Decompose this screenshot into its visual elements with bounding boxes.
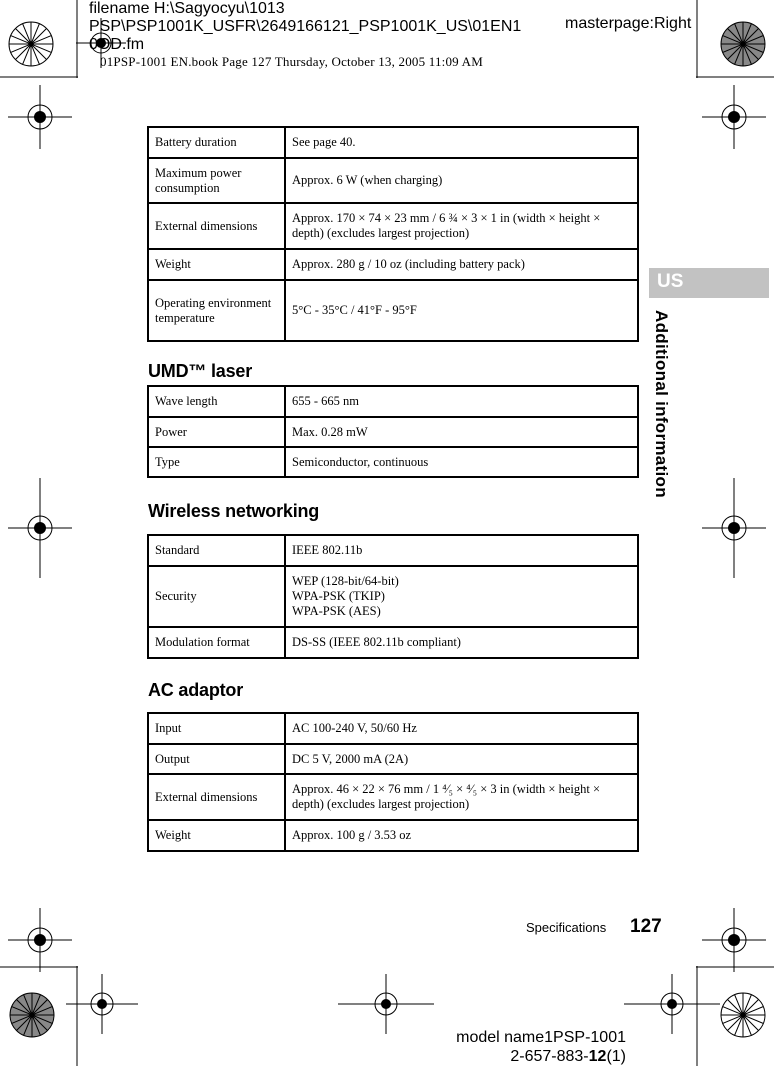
spec-value: Approx. 170 × 74 × 23 mm / 6 ¾ × 3 × 1 in (width × height × depth) (excludes largest projection) [285,203,638,249]
spec-value: IEEE 802.11b [285,535,638,566]
spec-label: Type [148,447,285,477]
spec-label: Battery duration [148,127,285,158]
table-row [148,627,638,658]
page-number: 127 [630,916,662,937]
spec-label: Output [148,744,285,774]
masterpage-slug: masterpage:Right [565,15,692,32]
spec-value: Approx. 100 g / 3.53 oz [285,820,638,851]
spec-value: Approx. 280 g / 10 oz (including battery pack) [285,249,638,280]
table-row [148,744,638,774]
security-option: WPA-PSK (TKIP) [292,589,385,603]
spec-value: See page 40. [285,127,638,158]
wireless-spec-table [147,534,639,659]
table-row [148,417,638,447]
spec-label: External dimensions [148,203,285,249]
filename-slug: filename H:\Sagyocyu\1013 PSP\PSP1001K_USFR\2649166121_PSP1001K_US\01EN1 0OD.fm [89,0,522,53]
spec-label: Operating environment temperature [148,280,285,341]
spec-value: 655 - 665 nm [285,386,638,417]
spec-label: Input [148,713,285,744]
spec-value: Approx. 46 × 22 × 76 mm / 1 ⁴⁄₅ × ⁴⁄₅ × 3 in (width × height × depth) (excludes largest projection) [285,774,638,820]
table-row [148,280,638,341]
table-row [148,447,638,477]
umd-heading: UMD™ laser [148,361,253,381]
table-row [148,774,638,820]
wireless-heading: Wireless networking [148,501,320,521]
country-tab [649,268,769,298]
general-spec-table [147,126,639,342]
spec-label: Weight [148,249,285,280]
table-row [148,203,638,249]
spec-label: External dimensions [148,774,285,820]
spec-value: DS-SS (IEEE 802.11b compliant) [285,627,638,658]
table-row [148,386,638,417]
spec-value: Semiconductor, continuous [285,447,638,477]
spec-value [285,566,638,627]
spec-label: Wave length [148,386,285,417]
table-row [148,158,638,203]
model-code-prefix: 2-657-883- [510,1048,589,1065]
spec-label: Modulation format [148,627,285,658]
country-code: US [657,271,684,292]
model-code [450,1047,626,1066]
table-row [148,566,638,627]
model-name: model name1PSP-1001 [456,1029,626,1046]
model-slug [450,1028,626,1066]
ac-heading: AC adaptor [148,680,244,700]
footer-section-label: Specifications [526,920,607,935]
table-row [148,249,638,280]
spec-label: Power [148,417,285,447]
spec-label: Weight [148,820,285,851]
spec-value: Max. 0.28 mW [285,417,638,447]
model-code-bold: 12 [588,1048,607,1065]
table-row [148,713,638,744]
spec-value: AC 100-240 V, 50/60 Hz [285,713,638,744]
spec-value: Approx. 6 W (when charging) [285,158,638,203]
spec-label: Standard [148,535,285,566]
spec-value: DC 5 V, 2000 mA (2A) [285,744,638,774]
table-row [148,820,638,851]
table-row [148,535,638,566]
security-option: WEP (128-bit/64-bit) [292,574,399,588]
model-code-suffix: (1) [606,1048,626,1065]
spec-label: Maximum power consumption [148,158,285,203]
ac-spec-table [147,712,639,852]
section-side-label: Additional information [652,310,671,498]
security-option: WPA-PSK (AES) [292,604,381,618]
spec-label: Security [148,566,285,627]
spec-value: 5°C - 35°C / 41°F - 95°F [285,280,638,341]
umd-spec-table [147,385,639,478]
table-row [148,127,638,158]
book-info-line: 01PSP-1001 EN.book Page 127 Thursday, October 13, 2005 11:09 AM [100,54,483,69]
